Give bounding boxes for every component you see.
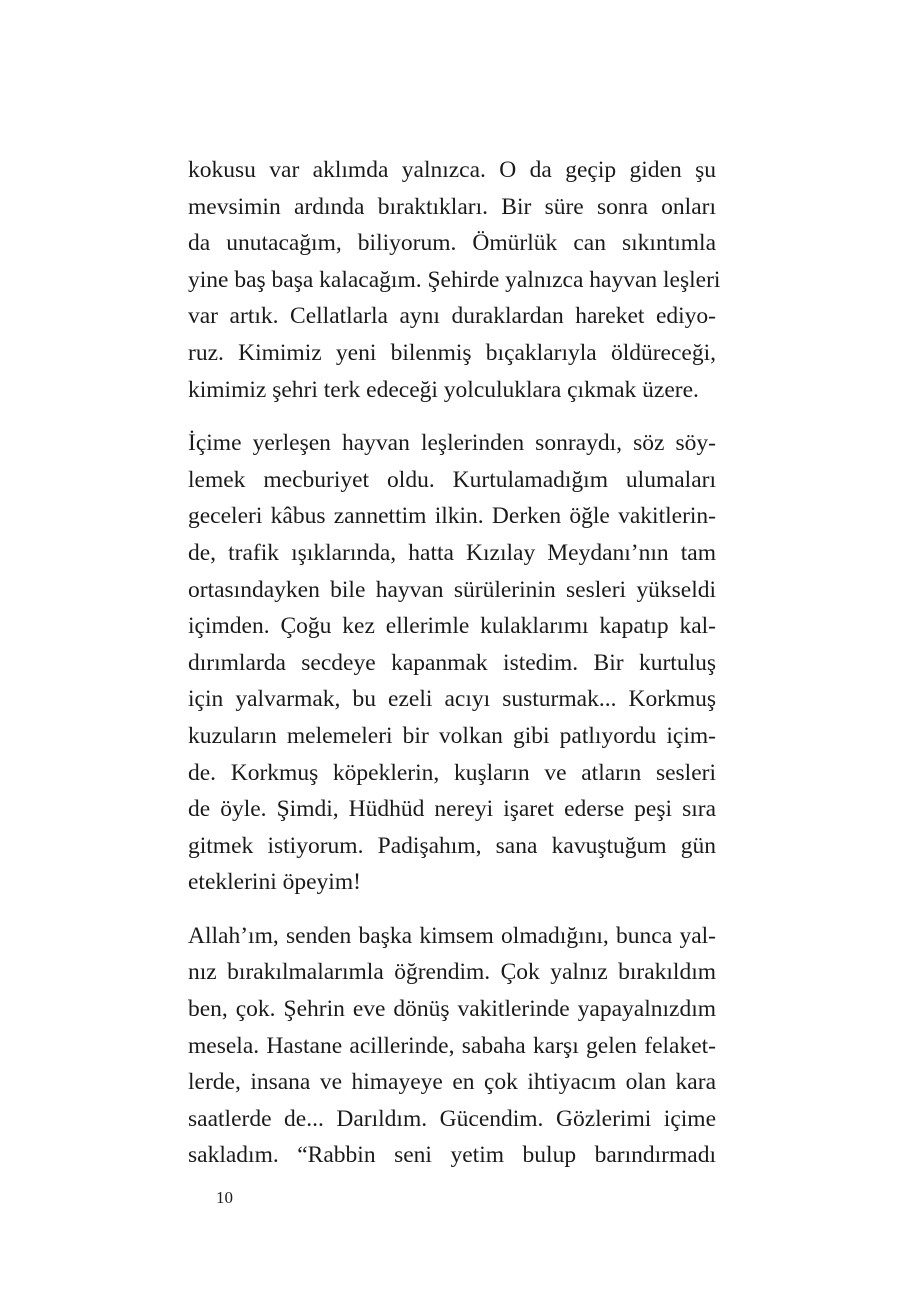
text-line: de öyle. Şimdi, Hüdhüd nereyi işaret ederse peşi sıra — [188, 796, 716, 823]
text-line: de. Korkmuş köpeklerin, kuşların ve atların sesleri — [188, 759, 716, 786]
text-line: nız bırakılmalarımla öğrendim. Çok yalnız bırakıldım — [188, 959, 716, 986]
paragraph-2 — [188, 425, 716, 901]
text-line: ortasındayken bile hayvan sürülerinin sesleri yükseldi — [188, 576, 716, 603]
text-line: için yalvarmak, bu ezeli acıyı susturmak... Korkmuş — [188, 686, 716, 713]
text-line: eteklerini öpeyim! — [188, 869, 361, 896]
text-line: ruz. Kimimiz yeni bilenmiş bıçaklarıyla öldüreceği, — [188, 339, 716, 366]
text-line: lemek mecburiyet oldu. Kurtulamadığım ulumaları — [188, 466, 716, 493]
text-line: Allah’ım, senden başka kimsem olmadığını, bunca yal- — [188, 922, 716, 949]
text-line: kimimiz şehri terk edeceği yolculuklara çıkmak üzere. — [188, 376, 699, 403]
paragraph-3 — [188, 918, 716, 1174]
text-line: da unutacağım, biliyorum. Ömürlük can sıkıntımla — [188, 230, 716, 257]
text-line: mesela. Hastane acillerinde, sabaha karşı gelen felaket- — [188, 1032, 716, 1059]
body-text — [188, 152, 721, 1174]
text-line: gitmek istiyorum. Padişahım, sana kavuştuğum gün — [188, 832, 716, 859]
text-line: mevsimin ardında bıraktıkları. Bir süre sonra onları — [188, 193, 716, 220]
text-line: içimden. Çoğu kez ellerimle kulaklarımı kapatıp kal- — [188, 613, 716, 640]
text-line: kuzuların melemeleri bir volkan gibi patlıyordu içim- — [188, 722, 716, 749]
text-line: var artık. Cellatlarla aynı duraklardan hareket ediyo- — [188, 303, 716, 330]
text-line: yine baş başa kalacağım. Şehirde yalnızca hayvan leşleri — [188, 266, 721, 293]
text-line: de, trafik ışıklarında, hatta Kızılay Meydanı’nın tam — [188, 539, 716, 566]
text-line: kokusu var aklımda yalnızca. O da geçip giden şu — [188, 157, 716, 183]
text-line: saatlerde de... Darıldım. Gücendim. Gözlerimi içime — [188, 1105, 716, 1132]
text-line: İçime yerleşen hayvan leşlerinden sonraydı, söz söy- — [188, 430, 716, 457]
text-line: sakladım. “Rabbin seni yetim bulup barındırmadı — [188, 1142, 716, 1169]
page-number: 10 — [216, 1188, 233, 1207]
paragraph-1 — [188, 152, 721, 408]
text-line: lerde, insana ve himayeye en çok ihtiyacım olan kara — [188, 1069, 716, 1096]
text-line: dırımlarda secdeye kapanmak istedim. Bir kurtuluş — [188, 649, 716, 676]
text-line: geceleri kâbus zannettim ilkin. Derken öğle vakitlerin- — [188, 503, 716, 530]
text-line: ben, çok. Şehrin eve dönüş vakitlerinde yapayalnızdım — [188, 996, 716, 1023]
